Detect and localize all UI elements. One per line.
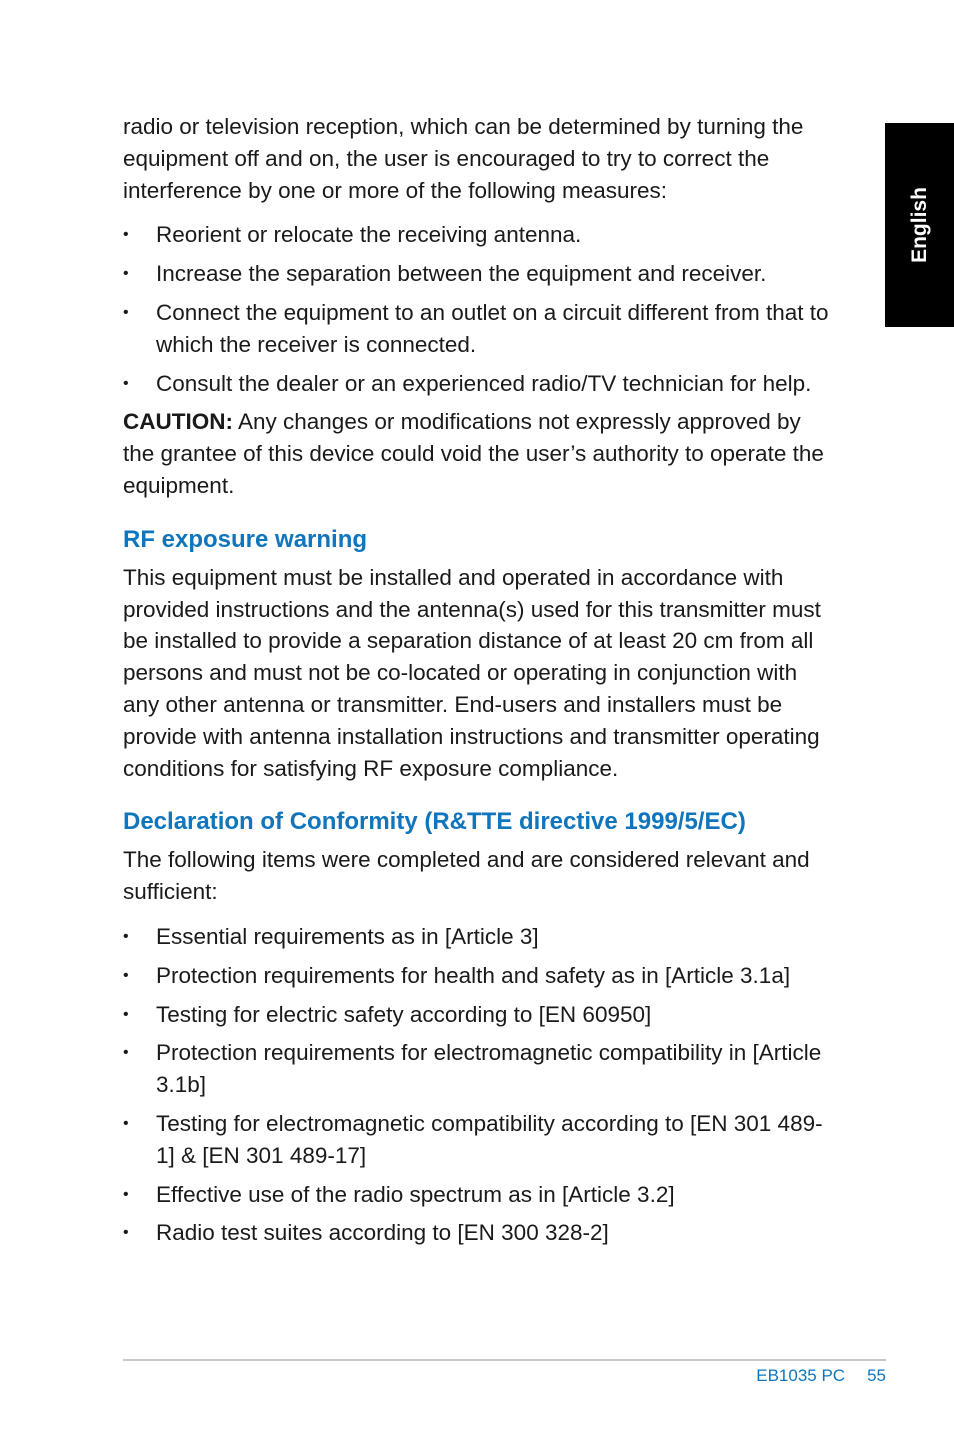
list-item xyxy=(123,921,838,953)
bullet: • xyxy=(123,1005,129,1023)
list-item-text: Consult the dealer or an experienced radio/TV technician for help. xyxy=(156,370,812,396)
list-item xyxy=(123,1037,838,1101)
footer-product: EB1035 PC xyxy=(756,1366,846,1385)
list-item xyxy=(123,999,838,1031)
list-item xyxy=(123,368,838,400)
bullet: • xyxy=(123,1224,129,1242)
language-tab xyxy=(885,123,954,327)
list-item-text: Radio test suites according to [EN 300 328-2] xyxy=(156,1220,609,1246)
list-item xyxy=(123,258,838,290)
list-item xyxy=(123,960,838,992)
rf-exposure-heading: RF exposure warning xyxy=(123,525,368,553)
list-item-text: Testing for electric safety according to [EN 60950] xyxy=(156,1001,652,1027)
bullet: • xyxy=(123,1185,129,1203)
bullet: • xyxy=(123,226,129,244)
list-item xyxy=(123,1108,838,1172)
list-item-text: Protection requirements for electromagnetic compatibility in [Article 3.1b] xyxy=(156,1040,822,1098)
language-tab-label: English xyxy=(907,187,931,263)
bullet: • xyxy=(123,1044,129,1062)
bullet: • xyxy=(123,265,129,283)
list-item-text: Testing for electromagnetic compatibility according to [EN 301 489-1] & [EN 301 489-17] xyxy=(156,1110,823,1168)
page-number: 55 xyxy=(867,1366,886,1385)
rf-exposure-body: This equipment must be installed and operated in accordance with provided instructions and the antenna(s) used for this transmitter must be installed to provide a separation distance of at least 20 cm from all persons and must not be co-located or operating in conjunction with any other antenna or transmitter. End-users and installers must be provide with antenna installation instructions and transmitter operating conditions for satisfying RF exposure compliance. xyxy=(123,564,821,781)
bullet: • xyxy=(123,1114,129,1132)
bullet: • xyxy=(123,303,129,321)
bullet: • xyxy=(123,927,129,945)
list-item-text: Connect the equipment to an outlet on a circuit different from that to which the receiver is connected. xyxy=(156,299,829,357)
list-item xyxy=(123,1179,838,1211)
list-item xyxy=(123,219,838,251)
caution-text: Any changes or modifications not expressly approved by the grantee of this device could void the user’s authority to operate the equipment. xyxy=(123,409,824,498)
page-footer xyxy=(700,1366,886,1386)
bullet: • xyxy=(123,374,129,392)
declaration-heading: Declaration of Conformity (R&TTE directive 1999/5/EC) xyxy=(123,808,746,836)
list-item-text: Protection requirements for health and safety as in [Article 3.1a] xyxy=(156,962,791,988)
footer-divider xyxy=(123,1359,886,1361)
list-item-text: Increase the separation between the equipment and receiver. xyxy=(156,261,767,287)
list-item-text: Effective use of the radio spectrum as in [Article 3.2] xyxy=(156,1181,675,1207)
list-item-text: Essential requirements as in [Article 3] xyxy=(156,923,539,949)
declaration-intro: The following items were completed and are considered relevant and sufficient: xyxy=(123,847,810,905)
measures-list xyxy=(123,219,838,399)
caution-label: CAUTION: xyxy=(123,409,233,435)
conformity-list xyxy=(123,921,838,1249)
caution-paragraph xyxy=(123,406,838,501)
page-content xyxy=(123,111,838,1256)
list-item xyxy=(123,1217,838,1249)
list-item xyxy=(123,297,838,361)
intro-paragraph: radio or television reception, which can be determined by turning the equipment off and on, the user is encouraged to try to correct the interference by one or more of the following measures: xyxy=(123,114,804,203)
bullet: • xyxy=(123,966,129,984)
list-item-text: Reorient or relocate the receiving antenna. xyxy=(156,222,582,248)
